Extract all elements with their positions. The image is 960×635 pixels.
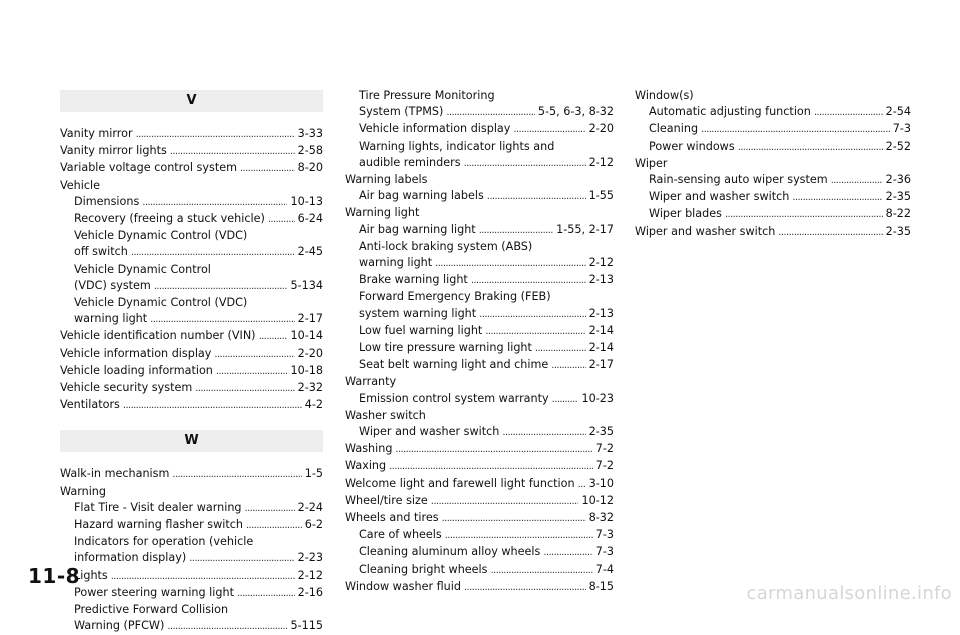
index-subentry: Vehicle information display . . . 2-20 [345,121,614,138]
index-column-3 [635,88,911,241]
index-subentry-wrap: Anti-lock braking system (ABS) [359,239,533,253]
section-header-w: W [60,430,323,452]
index-entry: Wiper and washer switch . . . 2-35 [635,224,911,241]
index-entry: Walk-in mechanism . . . 1-5 [60,466,323,483]
index-subentry: audible reminders . . . 2-12 [345,155,614,172]
index-subentry-wrap: Indicators for operation (vehicle [74,535,254,549]
index-subentry: Power steering warning light . . . 2-16 [60,585,323,602]
index-entry: Vehicle security system . . . 2-32 [60,380,323,397]
index-entry: Wheels and tires . . . 8-32 [345,510,614,527]
index-entry-heading: Warranty [345,375,397,389]
index-subentry: Rain-sensing auto wiper system . . . 2-36 [635,172,911,189]
index-subentry-wrap: Vehicle Dynamic Control [74,262,211,276]
index-subentry: Air bag warning light . . . 1-55, 2-17 [345,222,614,239]
index-entry: Washing . . . 7-2 [345,441,614,458]
index-entry: Welcome light and farewell light function . . . 3-10 [345,476,614,493]
index-entry: Vehicle loading information . . . 10-18 [60,363,323,380]
index-subentry-wrap: Vehicle Dynamic Control (VDC) [74,229,248,243]
index-entry-heading: Wiper [635,156,668,170]
index-entry-heading: Window(s) [635,89,694,102]
index-entry-heading: Warning labels [345,173,428,187]
index-subentry: Cleaning . . . 7-3 [635,121,911,138]
index-subentry-wrap: Predictive Forward Collision [74,603,229,617]
index-subentry: Lights . . . 2-12 [60,568,323,585]
index-subentry: System (TPMS) . . . 5-5, 6-3, 8-32 [345,104,614,121]
index-subentry: Automatic adjusting function . . . 2-54 [635,104,911,121]
index-subentry: information display) . . . 2-23 [60,550,323,567]
index-subentry: Cleaning aluminum alloy wheels . . . 7-3 [345,544,614,561]
index-subentry: (VDC) system . . . 5-134 [60,278,323,295]
index-subentry: Brake warning light . . . 2-13 [345,272,614,289]
index-entry: Vehicle information display . . . 2-20 [60,346,323,363]
index-subentry: Air bag warning labels . . . 1-55 [345,188,614,205]
index-entry: Vehicle identification number (VIN) . . . 10-14 [60,328,323,345]
index-entry: Vanity mirror . . . 3-33 [60,126,323,143]
index-subentry-wrap: Warning lights, indicator lights and [359,139,555,153]
index-subentry: Low tire pressure warning light . . . 2-14 [345,340,614,357]
index-subentry: Seat belt warning light and chime . . . 2-17 [345,357,614,374]
index-entry: Ventilators . . . 4-2 [60,397,323,414]
index-subentry: Wiper blades . . . 8-22 [635,206,911,223]
index-subentry: Recovery (freeing a stuck vehicle) . . . 6-24 [60,211,323,228]
index-subentry: warning light . . . 2-17 [60,311,323,328]
index-entry-heading: Washer switch [345,408,426,422]
index-subentry: Cleaning bright wheels . . . 7-4 [345,562,614,579]
index-subentry-wrap: Tire Pressure Monitoring [359,89,495,102]
index-entry-heading: Vehicle [60,178,101,192]
index-entry-heading: Warning light [345,206,420,220]
watermark: carmanualsonline.info [746,583,952,604]
index-column-1 [60,90,323,635]
index-subentry: Emission control system warranty . . . 10-23 [345,391,614,408]
index-subentry-wrap: Forward Emergency Braking (FEB) [359,290,551,304]
index-entry: Variable voltage control system . . . 8-20 [60,160,323,177]
index-subentry: Power windows . . . 2-52 [635,139,911,156]
index-entry: Vanity mirror lights . . . 2-58 [60,143,323,160]
index-subentry: Wiper and washer switch . . . 2-35 [635,189,911,206]
index-entry: Wheel/tire size . . . 10-12 [345,493,614,510]
index-entry: Waxing . . . 7-2 [345,458,614,475]
index-column-2 [345,88,614,596]
index-subentry: Wiper and washer switch . . . 2-35 [345,424,614,441]
page-number: 11-8 [28,564,81,588]
index-subentry: warning light . . . 2-12 [345,255,614,272]
index-subentry: Dimensions . . . 10-13 [60,194,323,211]
index-subentry: Care of wheels . . . 7-3 [345,527,614,544]
index-subentry: Hazard warning flasher switch . . . 6-2 [60,517,323,534]
index-subentry: Warning (PFCW) . . . 5-115 [60,618,323,635]
section-header-v: V [60,90,323,112]
index-entry: Window washer fluid . . . 8-15 [345,579,614,596]
index-subentry: Flat Tire - Visit dealer warning . . . 2-24 [60,500,323,517]
index-subentry: system warning light . . . 2-13 [345,306,614,323]
index-subentry: off switch . . . 2-45 [60,244,323,261]
index-subentry: Low fuel warning light . . . 2-14 [345,323,614,340]
index-subentry-wrap: Vehicle Dynamic Control (VDC) [74,296,248,310]
index-entry-heading: Warning [60,484,106,498]
